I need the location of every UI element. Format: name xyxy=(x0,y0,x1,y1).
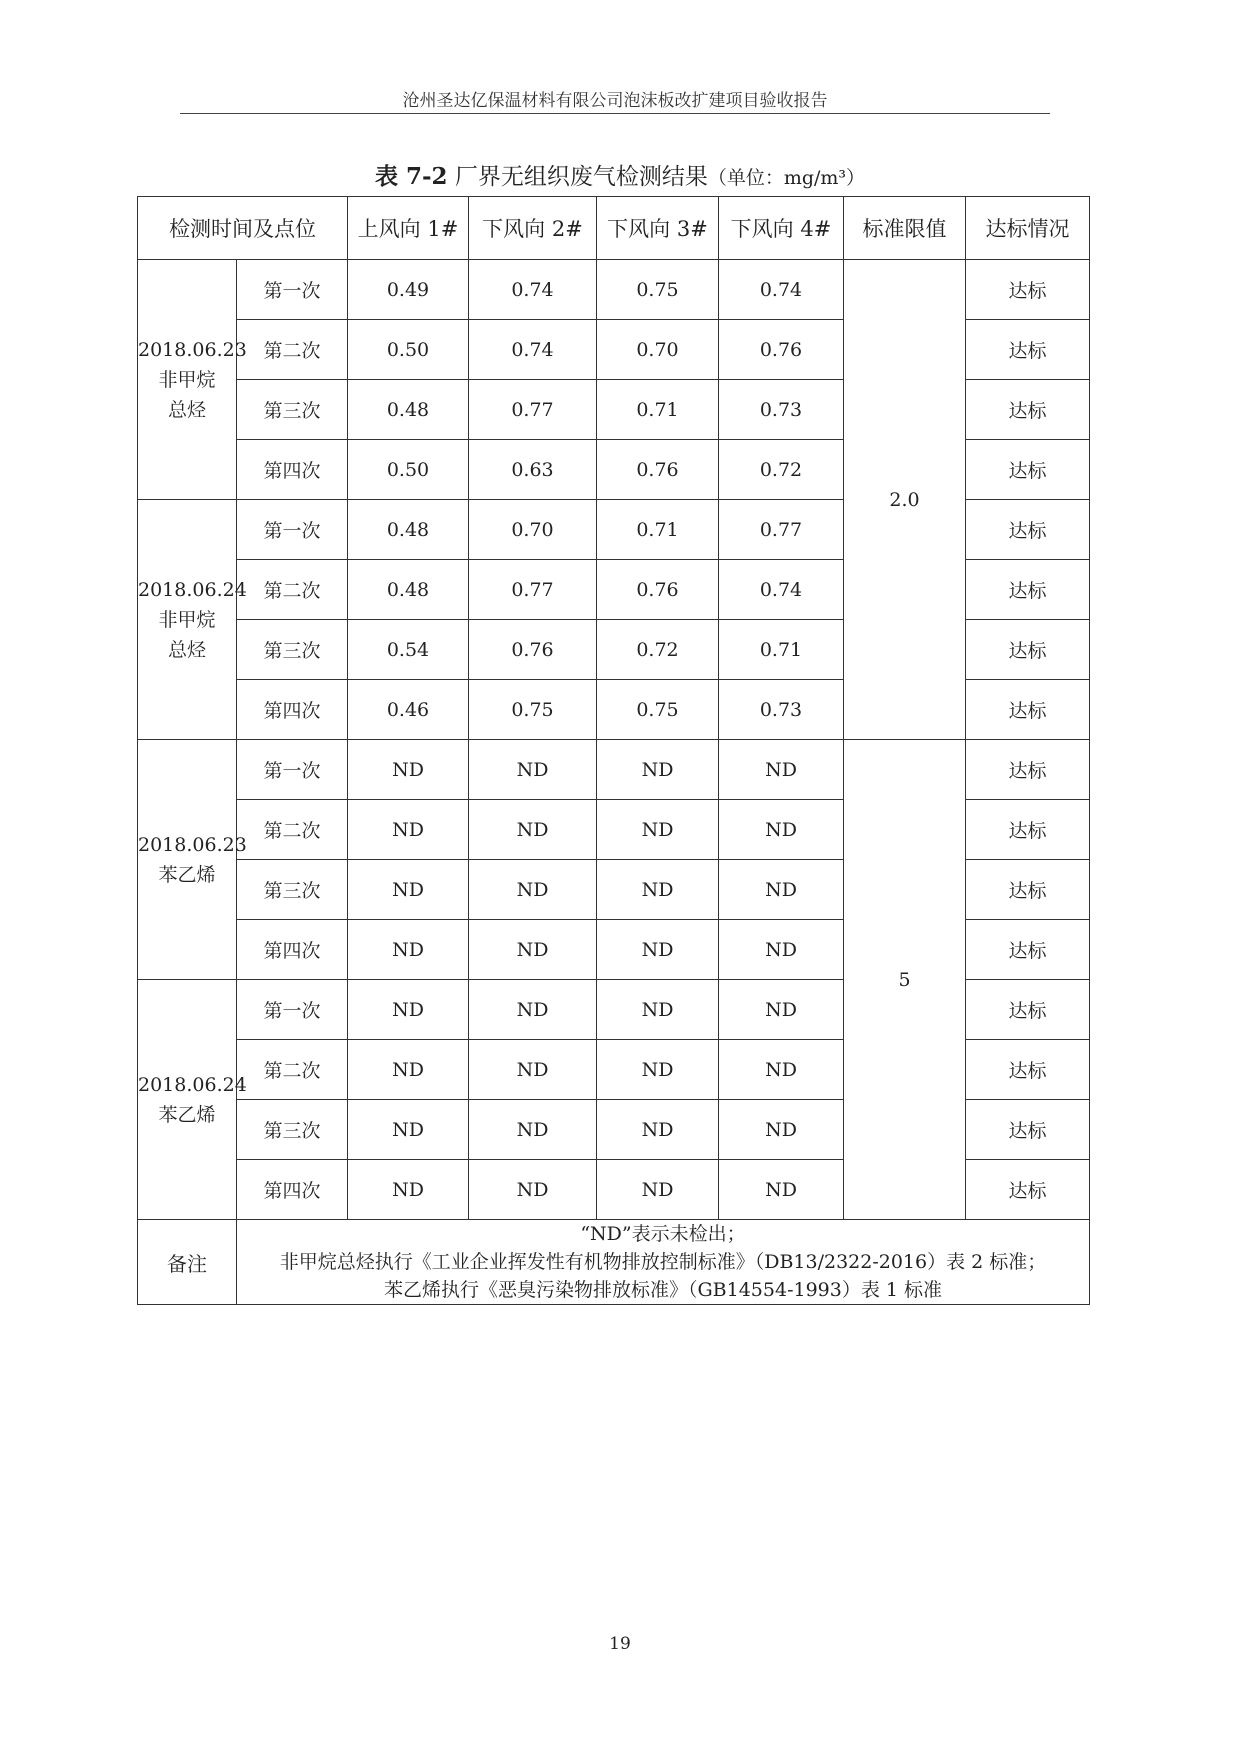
value-cell: ND xyxy=(719,800,844,860)
value-cell: 0.74 xyxy=(719,560,844,620)
status-cell: 达标 xyxy=(966,500,1090,560)
results-table xyxy=(137,196,1090,1305)
group-date: 2018.06.23 xyxy=(138,833,247,856)
group-pollutant: 苯乙烯 xyxy=(158,863,216,886)
value-cell: 0.70 xyxy=(469,500,597,560)
row-label: 第一次 xyxy=(237,260,348,320)
group-date: 2018.06.23 xyxy=(138,338,247,361)
group-pollutant-2: 总烃 xyxy=(167,638,206,661)
value-cell: ND xyxy=(469,800,597,860)
value-cell: 0.74 xyxy=(719,260,844,320)
value-cell: 0.48 xyxy=(348,500,469,560)
value-cell: 0.76 xyxy=(597,560,719,620)
status-cell: 达标 xyxy=(966,440,1090,500)
value-cell: ND xyxy=(348,980,469,1040)
status-cell: 达标 xyxy=(966,1100,1090,1160)
group-label xyxy=(138,740,247,980)
value-cell: ND xyxy=(469,1040,597,1100)
col-header-downwind-3: 下风向 3# xyxy=(597,197,719,260)
value-cell: 0.77 xyxy=(469,380,597,440)
value-cell: ND xyxy=(597,920,719,980)
value-cell: 0.71 xyxy=(719,620,844,680)
status-cell: 达标 xyxy=(966,380,1090,440)
status-cell: 达标 xyxy=(966,800,1090,860)
status-cell: 达标 xyxy=(966,980,1090,1040)
value-cell: 0.77 xyxy=(719,500,844,560)
table-unit: （单位：mg/m³） xyxy=(707,167,866,189)
table-title xyxy=(0,158,1240,191)
value-cell: ND xyxy=(348,740,469,800)
value-cell: ND xyxy=(348,1040,469,1100)
value-cell: 0.77 xyxy=(469,560,597,620)
page-header: 沧州圣达亿保温材料有限公司泡沫板改扩建项目验收报告 xyxy=(180,86,1050,114)
row-label: 第二次 xyxy=(237,1040,348,1100)
value-cell: ND xyxy=(469,920,597,980)
value-cell: 0.71 xyxy=(597,380,719,440)
table-row xyxy=(138,740,1090,800)
col-header-downwind-2: 下风向 2# xyxy=(469,197,597,260)
row-label: 第二次 xyxy=(237,800,348,860)
value-cell: ND xyxy=(597,1160,719,1220)
value-cell: 0.76 xyxy=(469,620,597,680)
value-cell: 0.75 xyxy=(597,260,719,320)
value-cell: 0.70 xyxy=(597,320,719,380)
value-cell: ND xyxy=(469,860,597,920)
value-cell: ND xyxy=(597,1040,719,1100)
value-cell: ND xyxy=(348,860,469,920)
value-cell: 0.75 xyxy=(597,680,719,740)
value-cell: ND xyxy=(469,740,597,800)
note-line: 非甲烷总烃执行《工业企业挥发性有机物排放控制标准》（DB13/2322-2016）表 2 标准； xyxy=(279,1251,1047,1273)
value-cell: ND xyxy=(597,980,719,1040)
status-cell: 达标 xyxy=(966,1040,1090,1100)
value-cell: 0.71 xyxy=(597,500,719,560)
value-cell: ND xyxy=(719,1160,844,1220)
group-date: 2018.06.24 xyxy=(138,578,247,601)
value-cell: ND xyxy=(719,1100,844,1160)
value-cell: 0.75 xyxy=(469,680,597,740)
value-cell: 0.50 xyxy=(348,320,469,380)
table-title-text: 厂界无组织废气检测结果 xyxy=(454,164,708,190)
row-label: 第四次 xyxy=(237,920,348,980)
row-label: 第一次 xyxy=(237,980,348,1040)
value-cell: 0.48 xyxy=(348,560,469,620)
status-cell: 达标 xyxy=(966,620,1090,680)
col-header-upwind-1: 上风向 1# xyxy=(348,197,469,260)
value-cell: 0.73 xyxy=(719,680,844,740)
col-header-location: 检测时间及点位 xyxy=(138,197,348,260)
value-cell: ND xyxy=(719,860,844,920)
status-cell: 达标 xyxy=(966,920,1090,980)
value-cell: ND xyxy=(597,740,719,800)
status-cell: 达标 xyxy=(966,320,1090,380)
value-cell: 0.76 xyxy=(597,440,719,500)
table-number: 表 7-2 xyxy=(374,163,448,190)
value-cell: ND xyxy=(469,980,597,1040)
value-cell: ND xyxy=(719,1040,844,1100)
status-cell: 达标 xyxy=(966,560,1090,620)
row-label: 第三次 xyxy=(237,1100,348,1160)
group-pollutant: 非甲烷 xyxy=(158,608,216,631)
value-cell: ND xyxy=(597,800,719,860)
row-label: 第三次 xyxy=(237,860,348,920)
group-pollutant-2: 总烃 xyxy=(167,398,206,421)
row-label: 第三次 xyxy=(237,620,348,680)
group-pollutant: 非甲烷 xyxy=(158,368,216,391)
col-header-downwind-4: 下风向 4# xyxy=(719,197,844,260)
value-cell: ND xyxy=(348,800,469,860)
value-cell: ND xyxy=(348,920,469,980)
notes-label: 备注 xyxy=(138,1220,237,1305)
row-label: 第一次 xyxy=(237,740,348,800)
limit-cell: 5 xyxy=(844,740,966,1220)
value-cell: 0.74 xyxy=(469,260,597,320)
group-label xyxy=(138,980,247,1220)
row-label: 第四次 xyxy=(237,680,348,740)
value-cell: ND xyxy=(719,740,844,800)
value-cell: 0.76 xyxy=(719,320,844,380)
value-cell: 0.54 xyxy=(348,620,469,680)
col-header-limit: 标准限值 xyxy=(844,197,966,260)
value-cell: 0.63 xyxy=(469,440,597,500)
group-pollutant: 苯乙烯 xyxy=(158,1103,216,1126)
row-label: 第二次 xyxy=(237,560,348,620)
value-cell: 0.48 xyxy=(348,380,469,440)
row-label: 第一次 xyxy=(237,500,348,560)
value-cell: 0.50 xyxy=(348,440,469,500)
status-cell: 达标 xyxy=(966,260,1090,320)
limit-cell: 2.0 xyxy=(844,260,966,740)
notes-content xyxy=(237,1220,1090,1305)
value-cell: 0.72 xyxy=(719,440,844,500)
row-label: 第三次 xyxy=(237,380,348,440)
value-cell: 0.49 xyxy=(348,260,469,320)
col-header-status: 达标情况 xyxy=(966,197,1090,260)
page-number: 19 xyxy=(609,1634,631,1654)
header-row xyxy=(138,197,1090,260)
value-cell: ND xyxy=(597,1100,719,1160)
value-cell: ND xyxy=(597,860,719,920)
value-cell: 0.73 xyxy=(719,380,844,440)
row-label: 第四次 xyxy=(237,1160,348,1220)
value-cell: 0.74 xyxy=(469,320,597,380)
row-label: 第四次 xyxy=(237,440,348,500)
value-cell: 0.46 xyxy=(348,680,469,740)
group-label xyxy=(138,260,247,500)
row-label: 第二次 xyxy=(237,320,348,380)
value-cell: ND xyxy=(719,920,844,980)
value-cell: ND xyxy=(469,1100,597,1160)
status-cell: 达标 xyxy=(966,740,1090,800)
status-cell: 达标 xyxy=(966,860,1090,920)
notes-row xyxy=(138,1220,1090,1305)
group-label xyxy=(138,500,247,740)
table-row xyxy=(138,260,1090,320)
group-date: 2018.06.24 xyxy=(138,1073,247,1096)
status-cell: 达标 xyxy=(966,1160,1090,1220)
value-cell: ND xyxy=(469,1160,597,1220)
value-cell: ND xyxy=(348,1160,469,1220)
value-cell: ND xyxy=(348,1100,469,1160)
note-line: “ND”表示未检出； xyxy=(580,1223,746,1245)
value-cell: ND xyxy=(719,980,844,1040)
status-cell: 达标 xyxy=(966,680,1090,740)
note-line: 苯乙烯执行《恶臭污染物排放标准》（GB14554-1993）表 1 标准 xyxy=(383,1279,943,1301)
value-cell: 0.72 xyxy=(597,620,719,680)
